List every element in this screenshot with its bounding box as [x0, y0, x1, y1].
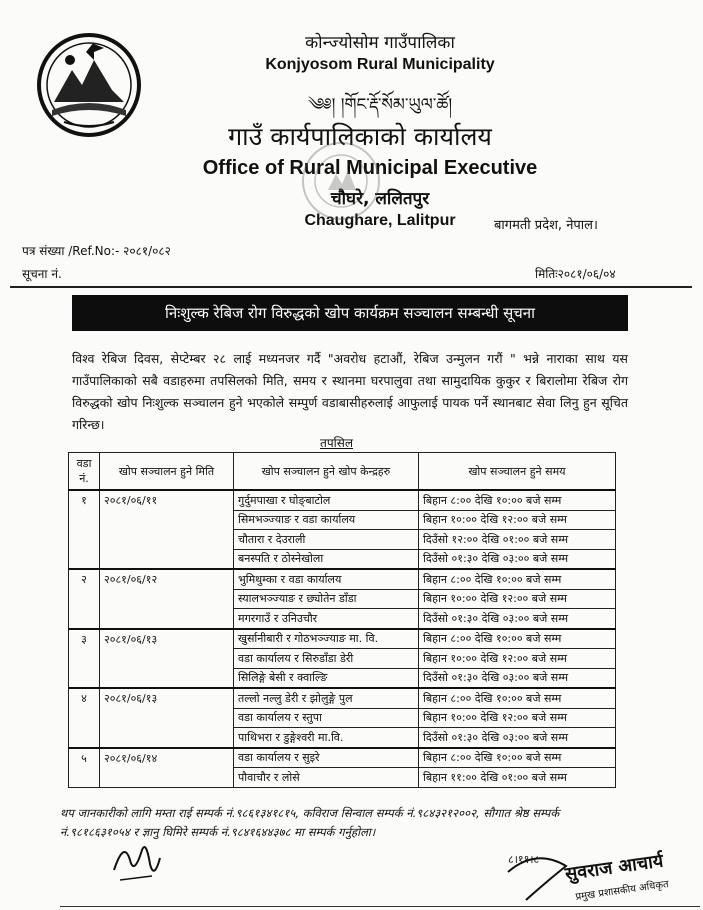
cell-date: २०८१/०६/१३: [100, 688, 234, 748]
cell-center: बनस्पति र ठोस्नेखोला: [234, 549, 419, 569]
cell-ward: २: [69, 569, 100, 629]
table-header-row: [69, 453, 616, 491]
cell-center: मगरगाउँ र उनिउचौर: [234, 609, 419, 629]
cell-time: दिउँसो ०१:३० देखि ०३:०० बजे सम्म: [419, 609, 616, 629]
cell-date: २०८१/०६/१२: [100, 569, 234, 629]
stamp-name: सुवराज आचार्य: [563, 850, 665, 885]
reference-number: पत्र संख्या /Ref.No:- २०८१/०८२: [22, 244, 171, 258]
cell-center: तल्लो नल्लु डेरी र झोलुङ्गे पुल: [234, 688, 419, 708]
header-ward: वडा नं.: [69, 453, 100, 491]
cell-time: बिहान ८:०० देखि १०:०० बजे सम्म: [419, 490, 616, 510]
cell-time: बिहान ८:०० देखि १०:०० बजे सम्म: [419, 688, 616, 708]
office-name-english: Office of Rural Municipal Executive: [202, 157, 538, 179]
cell-center: चौतारा र देउराली: [234, 530, 419, 550]
table-row: [69, 490, 616, 510]
cell-center: वडा कार्यालय र सुइरे: [234, 748, 419, 768]
cell-time: बिहान ८:०० देखि १०:०० बजे सम्म: [419, 629, 616, 649]
municipality-name-english: Konjyosom Rural Municipality: [265, 56, 495, 73]
municipality-emblem: [34, 30, 144, 140]
cell-ward: ४: [69, 688, 100, 748]
cell-center: पाथिभरा र डुङ्गेश्वरी मा.वि.: [234, 728, 419, 748]
table-row: [69, 569, 616, 589]
municipality-name-nepali: कोन्ज्योसोम गाउँपालिका: [305, 33, 455, 53]
municipality-name-tibetan: ༄༅། །གོང་རྡོ་སོམ་ཡུལ་ཚོ།: [307, 95, 453, 115]
cell-date: २०८१/०६/११: [100, 490, 234, 569]
cell-time: बिहान ११:०० देखि ०१:०० बजे सम्म: [419, 768, 616, 788]
cell-ward: १: [69, 490, 100, 569]
notice-title: निःशुल्क रेबिज रोग विरुद्धको खोप कार्यक्रम सञ्चालन सम्बन्धी सूचना: [72, 295, 628, 331]
cell-center: गुर्दुमपाखा र घोङ्बाटोल: [234, 490, 419, 510]
office-seal: [300, 140, 382, 222]
cell-time: बिहान ८:०० देखि १०:०० बजे सम्म: [419, 748, 616, 768]
signature-date: ८।११।८: [508, 853, 540, 866]
cell-center: सिलिङ्गे बेसी र क्वाल्ङि: [234, 668, 419, 688]
table-row: [69, 688, 616, 708]
cell-center: खुर्सानीबारी र गोठभञ्ज्याङ मा. वि.: [234, 629, 419, 649]
cell-time: बिहान ८:०० देखि १०:०० बजे सम्म: [419, 569, 616, 589]
bottom-divider: [60, 906, 700, 907]
cell-center: सिमभञ्ज्याङ र वडा कार्यालय: [234, 510, 419, 530]
cell-time: बिहान १०:०० देखि १२:०० बजे सम्म: [419, 649, 616, 669]
table-caption: तपसिल: [320, 436, 354, 450]
notice-number: सूचना नं.: [22, 267, 62, 281]
notice-date: मितिः२०८१/०६/०४: [535, 267, 616, 281]
cell-time: बिहान १०:०० देखि १२:०० बजे सम्म: [419, 708, 616, 728]
cell-date: २०८१/०६/१४: [100, 748, 234, 788]
contact-note: थप जानकारीको लागि मम्ता राई सम्पर्क नं.९८६१३४१८१५, कविराज सिन्वाल सम्पर्क नं.९८४३२१२००२, सौगात श्रेष्ठ सम्पर्क नं.९८१८६३१०५४ र ज्ञानु घिमिरे सम्पर्क नं.९८४१६४४३७८ मा सम्पर्क गर्नुहोला।: [60, 806, 560, 839]
cell-ward: ३: [69, 629, 100, 689]
cell-center: स्यालभञ्ज्याङ र छ्योतेन डाँडा: [234, 589, 419, 609]
cell-center: भुमिथुम्का र वडा कार्यालय: [234, 569, 419, 589]
address-nepali: चौघरे, ललितपुर: [330, 189, 430, 209]
table-row: [69, 629, 616, 649]
cell-time: दिउँसो ०१:३० देखि ०३:०० बजे सम्म: [419, 549, 616, 569]
cell-time: दिउँसो १२:०० देखि ०१:०० बजे सम्म: [419, 530, 616, 550]
cell-center: वडा कार्यालय र स्तुपा: [234, 708, 419, 728]
cell-date: २०८१/०६/१३: [100, 629, 234, 689]
header-date: खोप सञ्चालन हुने मिति: [100, 453, 234, 491]
cell-time: दिउँसो ०१:३० देखि ०३:०० बजे सम्म: [419, 728, 616, 748]
notice-body: विश्व रेबिज दिवस, सेप्टेम्बर २८ लाई मध्यनजर गर्दै "अवरोध हटाऔं, रेबिज उन्मुलन गरौं " भन्ने नाराका साथ यस गाउँपालिकाको सबै वडाहरुमा तपसिलको मिति, समय र स्थानमा घरपालुवा तथा सामुदायिक कुकुर र बिरालोमा रेबिज रोग विरुद्धको खोप निःशुल्क सञ्चालन हुने भएकोले सम्पुर्ण वडाबासीहरुलाई आफुलाई पायक पर्ने स्थानबाट सेवा लिनु हुन सूचित गरिन्छ।: [72, 351, 628, 432]
cell-ward: ५: [69, 748, 100, 788]
cell-time: बिहान १०:०० देखि १२:०० बजे सम्म: [419, 589, 616, 609]
cell-center: पौवाचौर र लोसे: [234, 768, 419, 788]
cell-time: दिउँसो ०१:३० देखि ०३:०० बजे सम्म: [419, 668, 616, 688]
cell-time: बिहान १०:०० देखि १२:०० बजे सम्म: [419, 510, 616, 530]
table-row: [69, 748, 616, 768]
stamp-title: प्रमुख प्रशासकीय अधिकृत: [574, 879, 670, 903]
header-center: खोप सञ्चालन हुने खोप केन्द्रहरु: [234, 453, 419, 491]
header-time: खोप सञ्चालन हुने समय: [419, 453, 616, 491]
signature-left: [106, 830, 166, 890]
office-name-nepali: गाउँ कार्यपालिकाको कार्यालय: [228, 122, 492, 151]
officer-stamp: [506, 842, 686, 910]
header-divider: [10, 286, 692, 288]
province-label: बागमती प्रदेश, नेपाल।: [494, 218, 598, 233]
address-english: Chaughare, Lalitpur: [304, 212, 456, 229]
cell-center: वडा कार्यालय र सिरुडाँडा डेरी: [234, 649, 419, 669]
vaccination-schedule-table: [68, 452, 616, 788]
